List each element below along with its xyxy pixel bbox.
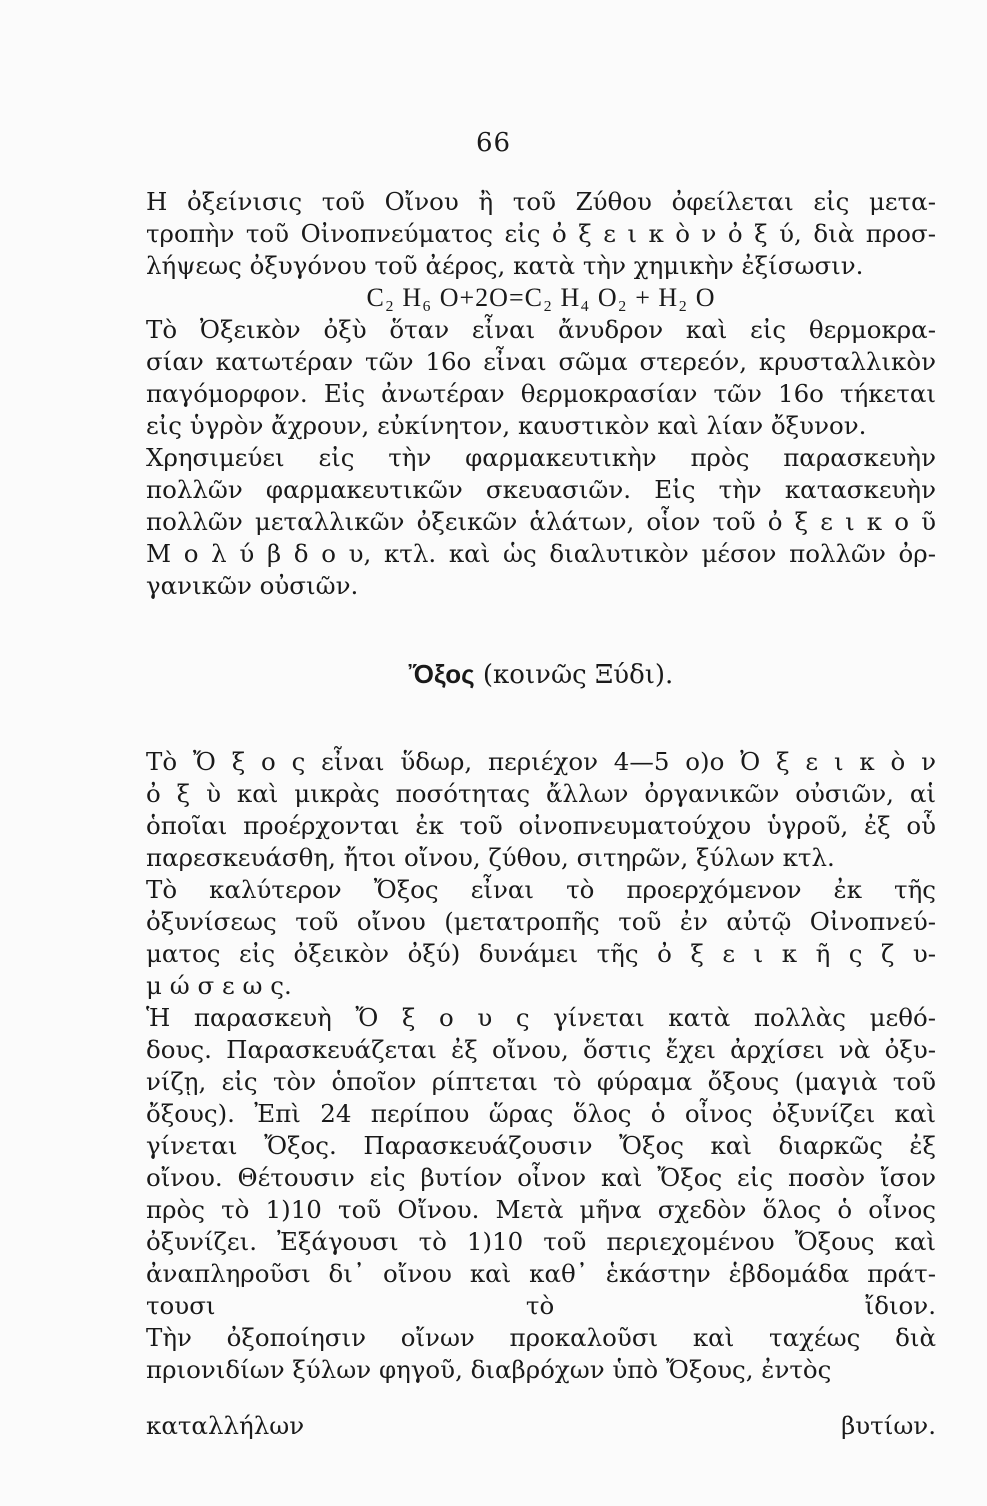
section-heading-subtitle: (κοινῶς Ξύδι). bbox=[482, 660, 674, 690]
text-line: τροπὴν τοῦ Οἰνοπνεύματος εἰς ὀ ξ ε ι κ ὸ ν ὀ ξ ύ, διὰ προσ- bbox=[146, 219, 936, 248]
text-line: λήψεως ὀξυγόνου τοῦ ἀέρος, κατὰ τὴν χημικὴν ἐξίσωσιν. bbox=[146, 251, 864, 280]
text-line: ὀξυνίσεως τοῦ οἴνου (μετατροπῆς τοῦ ἐν αὐτῷ Οἰνοπνεύ- bbox=[146, 907, 936, 936]
text-line: ὀξυνίζει. Ἐξάγουσι τὸ 1)10 τοῦ περιεχομένου Ὄξους καὶ bbox=[146, 1227, 936, 1256]
text-line: Ἡ παρασκευὴ Ὄ ξ ο υ ς γίνεται κατὰ πολλὰς μεθό- bbox=[146, 1003, 936, 1032]
page-body bbox=[146, 186, 936, 1506]
text-line bbox=[146, 1442, 936, 1474]
page-number: 66 bbox=[475, 128, 512, 158]
text-line: Τὴν ὀξοποίησιν οἴνων προκαλοῦσι καὶ ταχέως διὰ bbox=[146, 1323, 936, 1352]
text-line: παγόμορφον. Εἰς ἀνωτέραν θερμοκρασίαν τῶν 16ο τήκεται bbox=[146, 379, 936, 408]
text-line: γανικῶν οὐσιῶν. bbox=[146, 571, 359, 600]
text-line: Τὸ καλύτερον Ὄξος εἶναι τὸ προερχόμενον ἐκ τῆς bbox=[146, 875, 936, 904]
text-line: παρεσκευάσθη, ἤτοι οἴνου, ζύθου, σιτηρῶν, ξύλων κτλ. bbox=[146, 843, 835, 872]
text-line: δους. Παρασκευάζεται ἐξ οἴνου, ὅστις ἔχει ἀρχίσει νὰ ὀξυ- bbox=[146, 1035, 936, 1064]
text-line: μ ώ σ ε ω ς. bbox=[146, 971, 292, 1000]
text-line: ὀ ξ ὺ καὶ μικρὰς ποσότητας ἄλλων ὀργανικῶν οὐσιῶν, αἱ bbox=[146, 779, 936, 808]
text-line: Τὸ Ὄ ξ ο ς εἶναι ὕδωρ, περιέχον 4—5 ο)ο Ὀ ξ ε ι κ ὸ ν bbox=[146, 747, 936, 776]
text-line: πρὸς τὸ 1)10 τοῦ Οἴνου. Μετὰ μῆνα σχεδὸν ὅλος ὁ οἶνος bbox=[146, 1195, 936, 1224]
text-line: Η ὀξείνισις τοῦ Οἴνου ἢ τοῦ Ζύθου ὀφείλεται εἰς μετα- bbox=[146, 187, 936, 216]
text-line: οἴνου. Θέτουσιν εἰς βυτίον οἶνον καὶ Ὄξος εἰς ποσὸν ἴσον bbox=[146, 1163, 936, 1192]
text-line: τουσι τὸ ἴδιον. bbox=[146, 1291, 936, 1320]
text-line: ὄξους). Ἐπὶ 24 περίπου ὥρας ὅλος ὁ οἶνος ὀξυνίζει καὶ bbox=[146, 1099, 936, 1128]
text-line: Χρησιμεύει εἰς τὴν φαρμακευτικὴν πρὸς παρασκευὴν bbox=[146, 443, 936, 472]
text-line: γίνεται Ὄξος. Παρασκευάζουσιν Ὄξος καὶ διαρκῶς ἐξ bbox=[146, 1131, 936, 1160]
text-line: πολλῶν μεταλλικῶν ὀξεικῶν ἁλάτων, οἷον τοῦ ὀ ξ ε ι κ ο ῦ bbox=[146, 507, 936, 536]
text-line: νίζῃ, εἰς τὸν ὁποῖον ρίπτεται τὸ φύραμα ὄξους (μαγιὰ τοῦ bbox=[146, 1067, 936, 1096]
text-line: ἀναπληροῦσι δι᾿ οἴνου καὶ καθ᾿ ἑκάστην ἑβδομάδα πράτ- bbox=[146, 1259, 936, 1288]
chemical-equation: C₂ H₆ O+2O=C₂ H₄ O₂ + H₂ O bbox=[366, 283, 716, 312]
section-heading bbox=[146, 658, 936, 690]
text-line: πολλῶν φαρμακευτικῶν σκευασιῶν. Εἰς τὴν κατασκευὴν bbox=[146, 475, 936, 504]
text-line: σίαν κατωτέραν τῶν 16ο εἶναι σῶμα στερεόν, κρυσταλλικὸν bbox=[146, 347, 936, 376]
text-line: καταλλήλων βυτίων. bbox=[146, 1411, 936, 1440]
text-line: ματος εἰς ὀξεικὸν ὀξύ) δυνάμει τῆς ὀ ξ ε ι κ ῆ ς ζ υ- bbox=[146, 939, 936, 968]
section-heading-title: Ὄξος bbox=[408, 659, 475, 689]
text-line: Τὸ Ὀξεικὸν ὀξὺ ὅταν εἶναι ἄνυδρον καὶ εἰς θερμοκρα- bbox=[146, 315, 936, 344]
text-line: Μ ο λ ύ β δ ο υ, κτλ. καὶ ὡς διαλυτικὸν μέσον πολλῶν ὀρ- bbox=[146, 539, 936, 568]
text-line: πριονιδίων ξύλων φηγοῦ, διαβρόχων ὑπὸ Ὄξους, ἐντὸς bbox=[146, 1355, 832, 1384]
text-line: ὁποῖαι προέρχονται ἐκ τοῦ οἰνοπνευματούχου ὑγροῦ, ἐξ οὗ bbox=[146, 811, 936, 840]
text-line: εἰς ὑγρὸν ἄχρουν, εὐκίνητον, καυστικὸν καὶ λίαν ὄξυνον. bbox=[146, 411, 867, 440]
text-line bbox=[146, 1474, 936, 1506]
